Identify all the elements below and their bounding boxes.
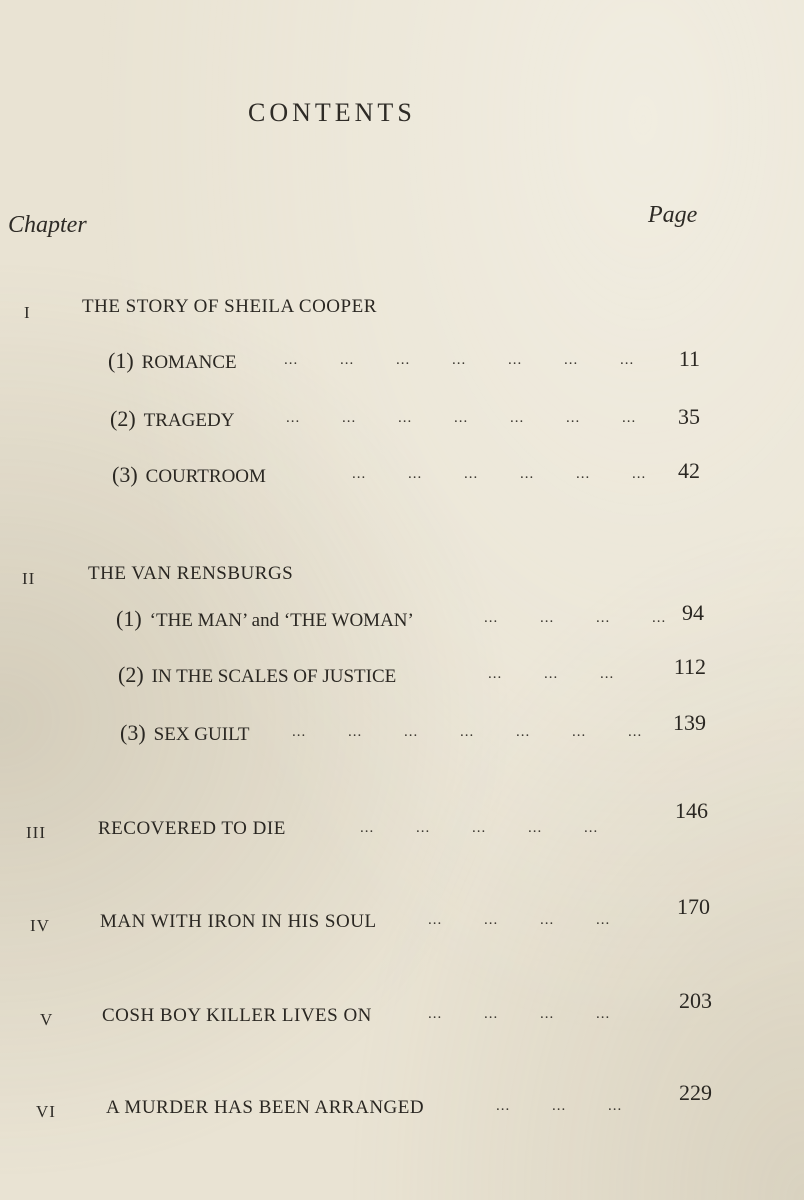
section-title: SEX GUILT: [153, 724, 250, 745]
section-title: IN THE SCALES OF JUSTICE: [151, 666, 397, 687]
dot-leader: ... ... ...: [496, 1098, 623, 1114]
section-title: ‘THE MAN’ and ‘THE WOMAN’: [149, 610, 414, 631]
section-number: (1): [108, 348, 134, 373]
section-number: (3): [120, 720, 146, 745]
chapter-numeral: V: [40, 1010, 54, 1029]
chapter-column-heading: Chapter: [8, 212, 87, 238]
dot-leader: ... ... ... ... ...: [360, 820, 599, 836]
section-title: COURTROOM: [145, 466, 266, 487]
section-entry: [108, 348, 237, 374]
chapter-title: RECOVERED TO DIE: [98, 818, 286, 839]
section-entry: [116, 606, 414, 632]
section-number: (2): [110, 406, 136, 431]
section-number: (1): [116, 606, 142, 631]
chapter-numeral: VI: [36, 1102, 56, 1121]
chapter-title: THE VAN RENSBURGS: [88, 563, 294, 584]
page-number: 42: [678, 458, 700, 483]
page-number: 35: [678, 404, 700, 429]
dot-leader: ... ... ... ... ... ... ...: [286, 410, 637, 426]
chapter-numeral: II: [22, 569, 36, 588]
page-number: 11: [678, 346, 700, 371]
section-entry: [112, 462, 266, 488]
page-number: 229: [679, 1080, 712, 1105]
chapter-numeral: I: [24, 303, 31, 322]
section-entry: [120, 720, 250, 746]
page-title: CONTENTS: [248, 98, 416, 127]
page-number: 112: [673, 654, 706, 679]
page-number: 170: [677, 894, 710, 919]
dot-leader: ... ... ... ... ... ... ...: [292, 724, 643, 740]
chapter-numeral: III: [26, 823, 46, 842]
section-number: (3): [112, 462, 138, 487]
page-number: 146: [675, 798, 708, 823]
page-number: 139: [673, 710, 706, 735]
dot-leader: ... ... ... ...: [428, 1006, 611, 1022]
section-entry: [110, 406, 234, 432]
dot-leader: ... ... ... ...: [484, 610, 667, 626]
page-number: 203: [679, 988, 712, 1013]
dot-leader: ... ... ...: [488, 666, 615, 682]
chapter-title: A MURDER HAS BEEN ARRANGED: [106, 1097, 425, 1118]
page-column-heading: Page: [648, 202, 698, 228]
section-number: (2): [118, 662, 144, 687]
chapter-numeral: IV: [30, 916, 50, 935]
chapter-title: COSH BOY KILLER LIVES ON: [102, 1005, 372, 1026]
dot-leader: ... ... ... ... ... ...: [352, 466, 647, 482]
chapter-title: THE STORY OF SHEILA COOPER: [82, 296, 377, 317]
chapter-title: MAN WITH IRON IN HIS SOUL: [100, 911, 377, 932]
section-entry: [118, 662, 396, 688]
dot-leader: ... ... ... ... ... ... ...: [284, 352, 635, 368]
page-number: 94: [682, 600, 704, 625]
dot-leader: ... ... ... ...: [428, 912, 611, 928]
section-title: TRAGEDY: [143, 410, 235, 431]
section-title: ROMANCE: [141, 352, 237, 373]
